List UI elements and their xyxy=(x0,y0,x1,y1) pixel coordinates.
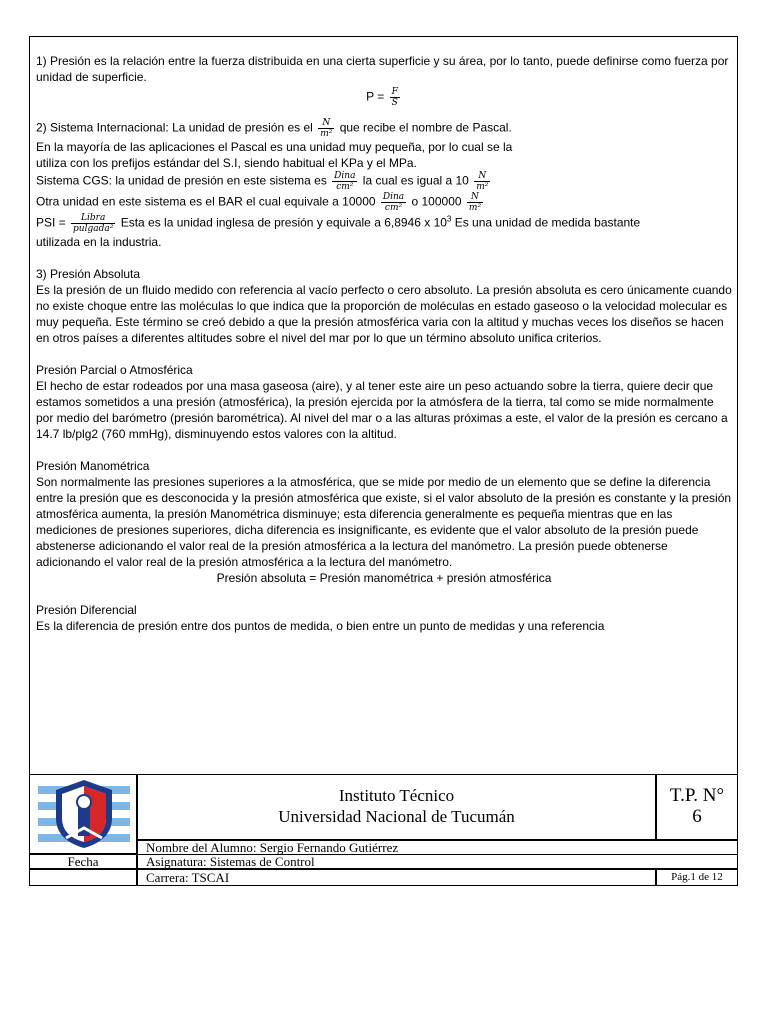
si-text-line-2: En la mayoría de las aplicaciones el Pascal es una unidad muy pequeña, por lo cual se la xyxy=(36,140,513,154)
date-value-cell xyxy=(30,869,137,885)
practical-number-cell xyxy=(656,774,737,840)
section-3-title: 3) Presión Absoluta xyxy=(36,267,141,281)
section-5-text: Son normalmente las presiones superiores a la atmosférica, que se mide por medio de un elemento que se define la diferencia entre la presión que es desconocida y la presión atmosférica que existe, si el valor absoluto de la presión es constante y la presión atmosférica aumenta, la presión Manométrica disminuye; esta diferencia generalmente es pequeña mientras que en las mediciones de presiones superiores, dicha diferencia es insignificante, es evidente que el valor absoluto de la presión puede abstenerse adicionando el valor real de la presión atmosférica a la lectura del manómetro. La presión puede obtenerse adicionando el valor real de la presión atmosférica a la lectura del manómetro. xyxy=(36,475,732,569)
fraction-n-over-m2: $\frac{N}{\text{m²}}$ xyxy=(476,171,489,192)
page-frame xyxy=(29,36,738,886)
fraction-dina-over-cm2: $\frac{\text{Dina}}{\text{cm²}}$ xyxy=(382,192,405,213)
section-4-title: Presión Parcial o Atmosférica xyxy=(36,363,193,377)
footer-table xyxy=(30,774,737,885)
formula-lhs: P = xyxy=(366,89,385,104)
psi-exponent: 3 xyxy=(446,214,452,224)
bar-line: Otra unidad en este sistema es el BAR el cual equivale a 10000 $\frac{\text{Dina}}{\text{cm²}}$ o 100000 $\frac{N}{\text{m²}}$ xyxy=(36,192,482,213)
institution-logo-icon xyxy=(38,778,130,850)
fraction-n-over-m2: $\frac{N}{\text{m²}}$ xyxy=(468,192,482,213)
fraction-f-over-s: $\frac{F}{S}$ xyxy=(391,87,398,108)
section-6-text: Es la diferencia de presión entre dos puntos de medida, o bien entre un punto de medidas y una referencia xyxy=(36,619,605,633)
cgs-line: Sistema CGS: la unidad de presión en este sistema es $\frac{\text{Dina}}{\text{cm²}}$ la cual es igual a 10 $\frac{N}{\text{m²}}$ xyxy=(36,171,489,192)
psi-line: PSI = $\frac{\text{Libra}}{\text{pulgada²}}$ Esta es la unidad inglesa de presión y equivale a 6,8946 x $10^3$ Es una unidad de medida bastante xyxy=(36,213,641,234)
section-1-text: 1) Presión es la relación entre la fuerza distribuida en una cierta superficie y su área, por lo tanto, puede definirse como fuerza por unidad de superficie. xyxy=(36,54,729,84)
psi-line-2: utilizada en la industria. xyxy=(36,235,162,249)
fraction-n-over-m2: $\frac{N}{\text{m²}}$ xyxy=(320,118,333,139)
institution-title-cell xyxy=(137,774,656,840)
pressure-formula xyxy=(36,87,732,108)
absolute-pressure-formula: Presión absoluta = Presión manométrica + presión atmosférica xyxy=(216,571,552,585)
logo-cell xyxy=(30,774,137,854)
fraction-libra-over-pulgada2: $\frac{\text{Libra}}{\text{pulgada²}}$ xyxy=(73,213,114,234)
date-label-cell: Fecha xyxy=(30,854,137,869)
section-5-title: Presión Manométrica xyxy=(36,459,150,473)
section-6-title: Presión Diferencial xyxy=(36,603,137,617)
tp-number: 6 xyxy=(692,806,702,827)
page-number-cell: Pág.1 de 12 xyxy=(656,869,737,885)
section-3-text: Es la presión de un fluido medido con referencia al vacío perfecto o cero absoluto. La presión absoluta es cero únicamente cuando no existe choque entre las moléculas lo que indica que la proporción de moléculas en estado gaseoso o la velocidad molecular es muy pequeña. Este término se creó debido a que la presión atmosférica varia con la altitud y muchas veces los diseños se hacen en otros países a diferentes altitudes sobre el nivel del mar por lo que un término absoluto unifica criterios. xyxy=(36,283,732,345)
institution-name-line-1: Instituto Técnico xyxy=(338,786,455,805)
student-name-cell: Nombre del Alumno: Sergio Fernando Gutiérrez xyxy=(137,840,737,855)
document-body xyxy=(36,53,732,634)
subject-cell: Asignatura: Sistemas de Control xyxy=(137,854,737,869)
institution-name-line-2: Universidad Nacional de Tucumán xyxy=(278,807,515,826)
tp-label: T.P. N° xyxy=(669,785,725,806)
section-4-text: El hecho de estar rodeados por una masa gaseosa (aire), y al tener este aire un peso actuando sobre la tierra, quiere decir que estamos sometidos a una presión (atmosférica), la presión ejercida por la atmósfera de la tierra, tal como se mide normalmente por medio del barómetro (presión barométrica). Al nivel del mar o a las alturas próximas a este, el valor de la presión es cercano a 14.7 lb/plg2 (760 mmHg), disminuyendo estos valores con la altitud. xyxy=(36,379,728,441)
si-unit-line: 2) Sistema Internacional: La unidad de presión es el $\frac{N}{\text{m²}}$ que recibe el nombre de Pascal. xyxy=(36,118,512,139)
si-text-line-3: utiliza con los prefijos estándar del S.I, siendo habitual el KPa y el MPa. xyxy=(36,156,417,170)
career-cell: Carrera: TSCAI xyxy=(137,869,656,885)
fraction-dina-over-cm2: $\frac{\text{Dina}}{\text{cm²}}$ xyxy=(334,171,356,192)
